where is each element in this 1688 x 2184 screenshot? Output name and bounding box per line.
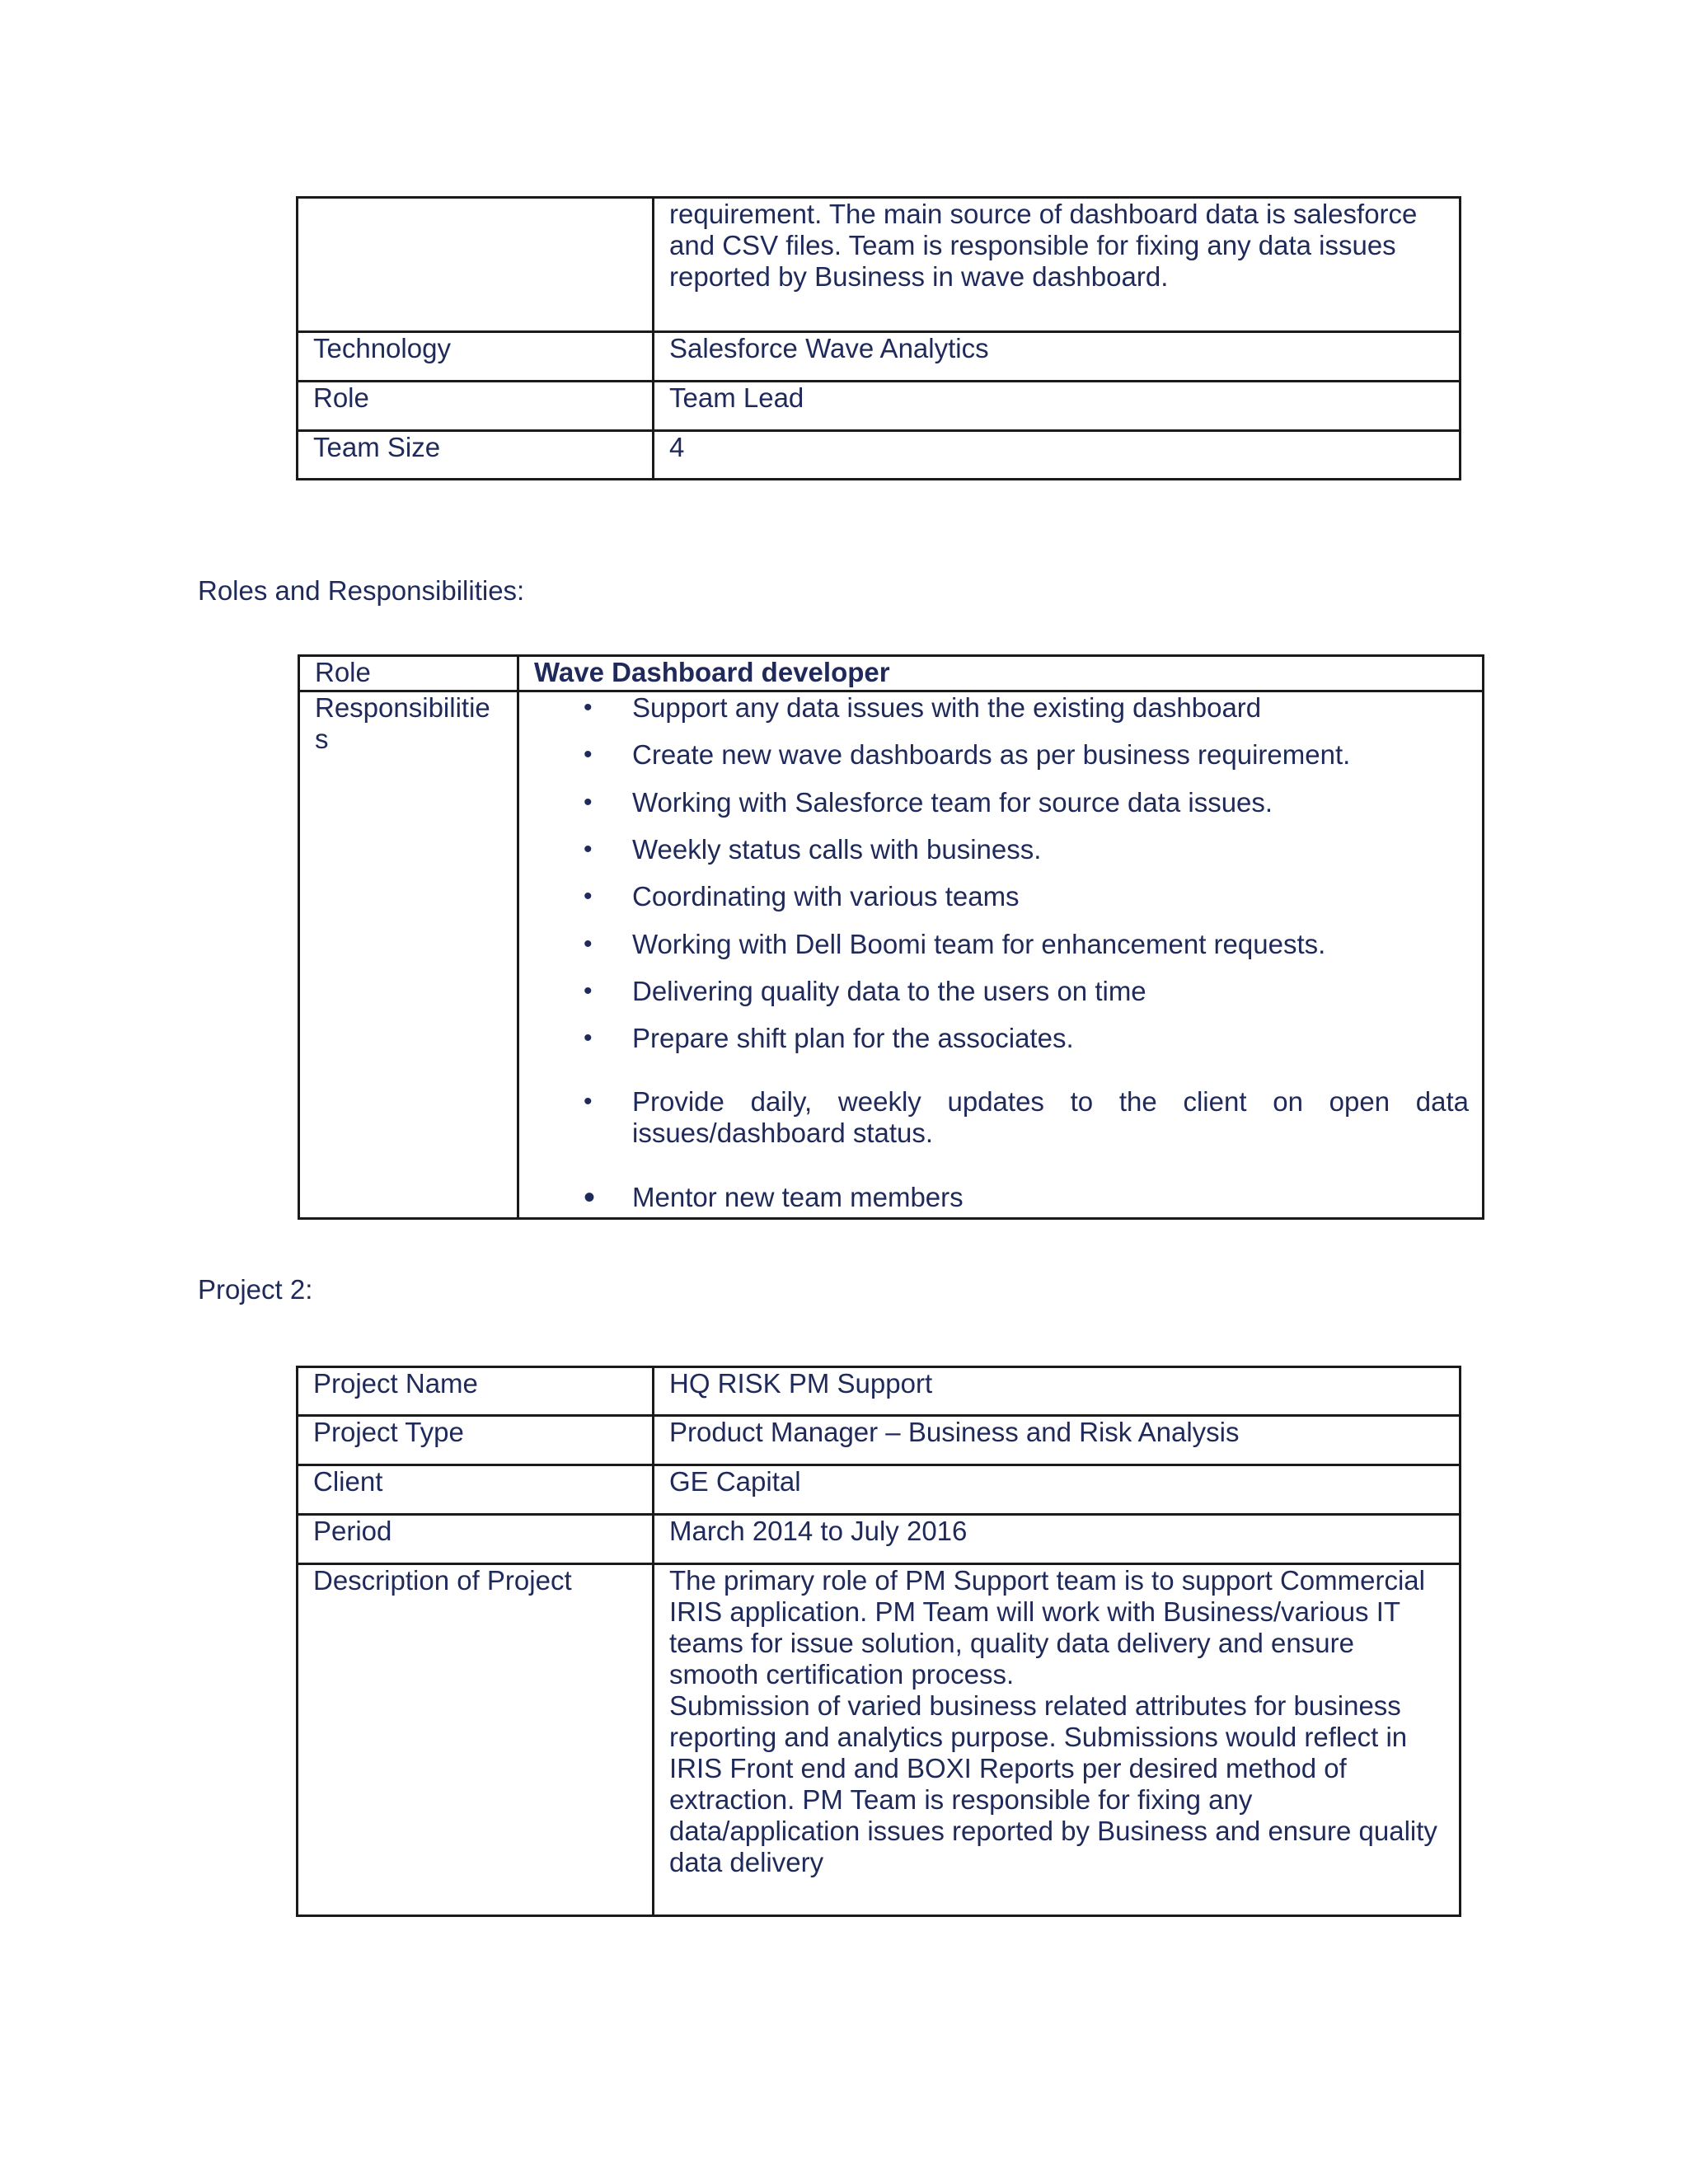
- list-item: [534, 834, 1482, 865]
- role-row: [299, 656, 1484, 691]
- list-item-text: Prepare shift plan for the associates.: [632, 1023, 1074, 1053]
- responsibilities-label: Responsibilities: [299, 691, 518, 1219]
- list-item: [534, 1023, 1482, 1054]
- responsibilities-list: [534, 692, 1482, 1216]
- list-item: [534, 881, 1482, 912]
- list-item: [534, 1086, 1482, 1149]
- description-line: data/application issues reported by Business and ensure quality: [669, 1816, 1437, 1846]
- role-value: Wave Dashboard developer: [518, 656, 1484, 691]
- list-item-text: Delivering quality data to the users on time: [632, 976, 1146, 1006]
- row-value: Product Manager – Business and Risk Analysis: [654, 1416, 1461, 1465]
- description-line: reported by Business in wave dashboard.: [669, 261, 1169, 292]
- table-row: [298, 1515, 1461, 1564]
- list-item: [534, 929, 1482, 960]
- description-line: extraction. PM Team is responsible for fixing any: [669, 1784, 1253, 1815]
- bullet-icon: •: [584, 836, 593, 863]
- description-line: IRIS Front end and BOXI Reports per desired method of: [669, 1753, 1347, 1783]
- bullet-icon: •: [584, 1179, 596, 1216]
- bullet-icon: •: [584, 1024, 593, 1052]
- list-item-text: Mentor new team members: [632, 1182, 964, 1212]
- bullet-icon: •: [584, 789, 593, 816]
- list-item: [534, 976, 1482, 1007]
- description-line: Submission of varied business related attributes for business: [669, 1690, 1401, 1721]
- row-value: HQ RISK PM Support: [654, 1367, 1461, 1416]
- roles-heading: Roles and Responsibilities:: [198, 575, 525, 606]
- roles-table: [298, 654, 1484, 1220]
- row-label: Team Size: [298, 431, 654, 480]
- bullet-icon: •: [584, 883, 593, 910]
- role-label: Role: [299, 656, 518, 691]
- description-row: [298, 1564, 1461, 1916]
- list-item-text: Provide daily, weekly updates to the client on open data: [632, 1086, 1469, 1117]
- list-item: [534, 692, 1482, 724]
- description-value-cell: [654, 198, 1461, 332]
- project2-table: [296, 1366, 1461, 1917]
- bullet-icon: •: [584, 741, 593, 768]
- table-row: [298, 1465, 1461, 1515]
- description-label-cell: [298, 198, 654, 332]
- table-row: [298, 1367, 1461, 1416]
- list-item-text: Working with Salesforce team for source data issues.: [632, 787, 1273, 818]
- description-line: smooth certification process.: [669, 1659, 1015, 1690]
- row-label: Project Name: [298, 1367, 654, 1416]
- row-value: March 2014 to July 2016: [654, 1515, 1461, 1564]
- list-item-text: Weekly status calls with business.: [632, 834, 1042, 865]
- responsibilities-list-cell: [518, 691, 1484, 1219]
- list-item: [534, 787, 1482, 818]
- row-label: Role: [298, 382, 654, 431]
- list-item-text-continued: issues/dashboard status.: [632, 1118, 934, 1148]
- description-row: [298, 198, 1461, 332]
- table-row: [298, 1416, 1461, 1465]
- description-line: and CSV files. Team is responsible for fixing any data issues: [669, 230, 1396, 260]
- list-item: [534, 739, 1482, 771]
- list-item: [534, 1179, 1482, 1216]
- project2-heading: Project 2:: [198, 1274, 313, 1305]
- row-value: Team Lead: [654, 382, 1461, 431]
- row-value: 4: [654, 431, 1461, 480]
- bullet-icon: •: [584, 1088, 593, 1115]
- bullet-icon: •: [584, 977, 593, 1005]
- description-line: reporting and analytics purpose. Submissions would reflect in: [669, 1722, 1408, 1752]
- table-row: [298, 382, 1461, 431]
- description-line: teams for issue solution, quality data delivery and ensure: [669, 1628, 1354, 1658]
- description-label: Description of Project: [298, 1564, 654, 1916]
- table-row: [298, 431, 1461, 480]
- row-label: Client: [298, 1465, 654, 1515]
- row-label: Technology: [298, 332, 654, 382]
- description-line: The primary role of PM Support team is to support Commercial: [669, 1565, 1425, 1596]
- list-item-text: Create new wave dashboards as per business requirement.: [632, 739, 1351, 770]
- bullet-icon: •: [584, 930, 593, 958]
- description-line: data delivery: [669, 1847, 824, 1877]
- row-label: Project Type: [298, 1416, 654, 1465]
- table-row: [298, 332, 1461, 382]
- list-item-text: Support any data issues with the existing dashboard: [632, 692, 1262, 723]
- row-value: GE Capital: [654, 1465, 1461, 1515]
- list-item-text: Coordinating with various teams: [632, 881, 1020, 912]
- project1-table-continued: [296, 196, 1461, 480]
- responsibilities-row: [299, 691, 1484, 1219]
- bullet-icon: •: [584, 694, 593, 721]
- row-label: Period: [298, 1515, 654, 1564]
- description-line: IRIS application. PM Team will work with Business/various IT: [669, 1596, 1401, 1627]
- description-line: requirement. The main source of dashboard data is salesforce: [669, 199, 1418, 229]
- description-value-cell: [654, 1564, 1461, 1916]
- row-value: Salesforce Wave Analytics: [654, 332, 1461, 382]
- list-item-text: Working with Dell Boomi team for enhancement requests.: [632, 929, 1326, 959]
